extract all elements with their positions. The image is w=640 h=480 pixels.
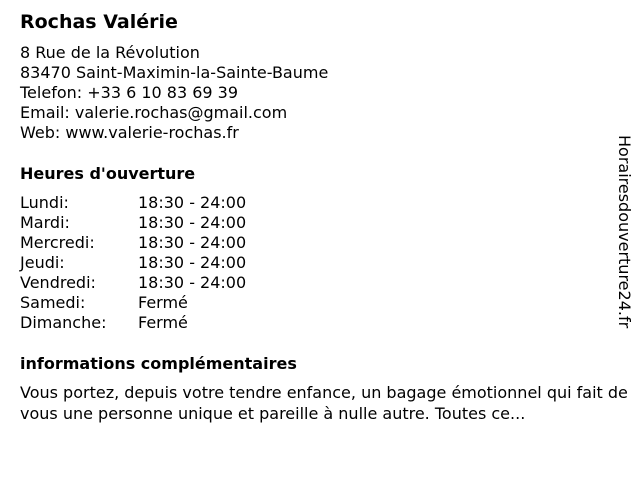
day-label: Mardi:: [20, 213, 70, 232]
address-line-2: 83470 Saint-Maximin-la-Sainte-Baume: [20, 63, 329, 82]
hours-value: Fermé: [138, 293, 188, 312]
hours-value: 18:30 - 24:00: [138, 253, 247, 272]
hours-value: 18:30 - 24:00: [138, 213, 247, 232]
website-line: Web: www.valerie-rochas.fr: [20, 123, 239, 142]
contact-block: [20, 43, 328, 143]
day-label: Dimanche:: [20, 313, 107, 332]
day-label: Samedi:: [20, 293, 86, 312]
additional-info-text: Vous portez, depuis votre tendre enfance, un bagage émotionnel qui fait de vous une personne unique et pareille à nulle autre. Toutes ce...: [20, 383, 628, 423]
hours-value: 18:30 - 24:00: [138, 233, 247, 252]
day-label: Mercredi:: [20, 233, 95, 252]
day-label: Lundi:: [20, 193, 69, 212]
additional-info-heading: informations complémentaires: [20, 354, 297, 373]
business-name: Rochas Valérie: [20, 11, 178, 33]
address-line-1: 8 Rue de la Révolution: [20, 43, 200, 62]
side-credit-watermark: Horairesdouverture24.fr: [615, 135, 634, 329]
day-label: Jeudi:: [20, 253, 65, 272]
hours-value: 18:30 - 24:00: [138, 193, 247, 212]
opening-hours-heading: Heures d'ouverture: [20, 164, 196, 183]
hours-value: 18:30 - 24:00: [138, 273, 247, 292]
day-label: Vendredi:: [20, 273, 96, 292]
phone-line: Telefon: +33 6 10 83 69 39: [20, 83, 239, 102]
hours-value: Fermé: [138, 313, 188, 332]
email-line: Email: valerie.rochas@gmail.com: [20, 103, 288, 122]
